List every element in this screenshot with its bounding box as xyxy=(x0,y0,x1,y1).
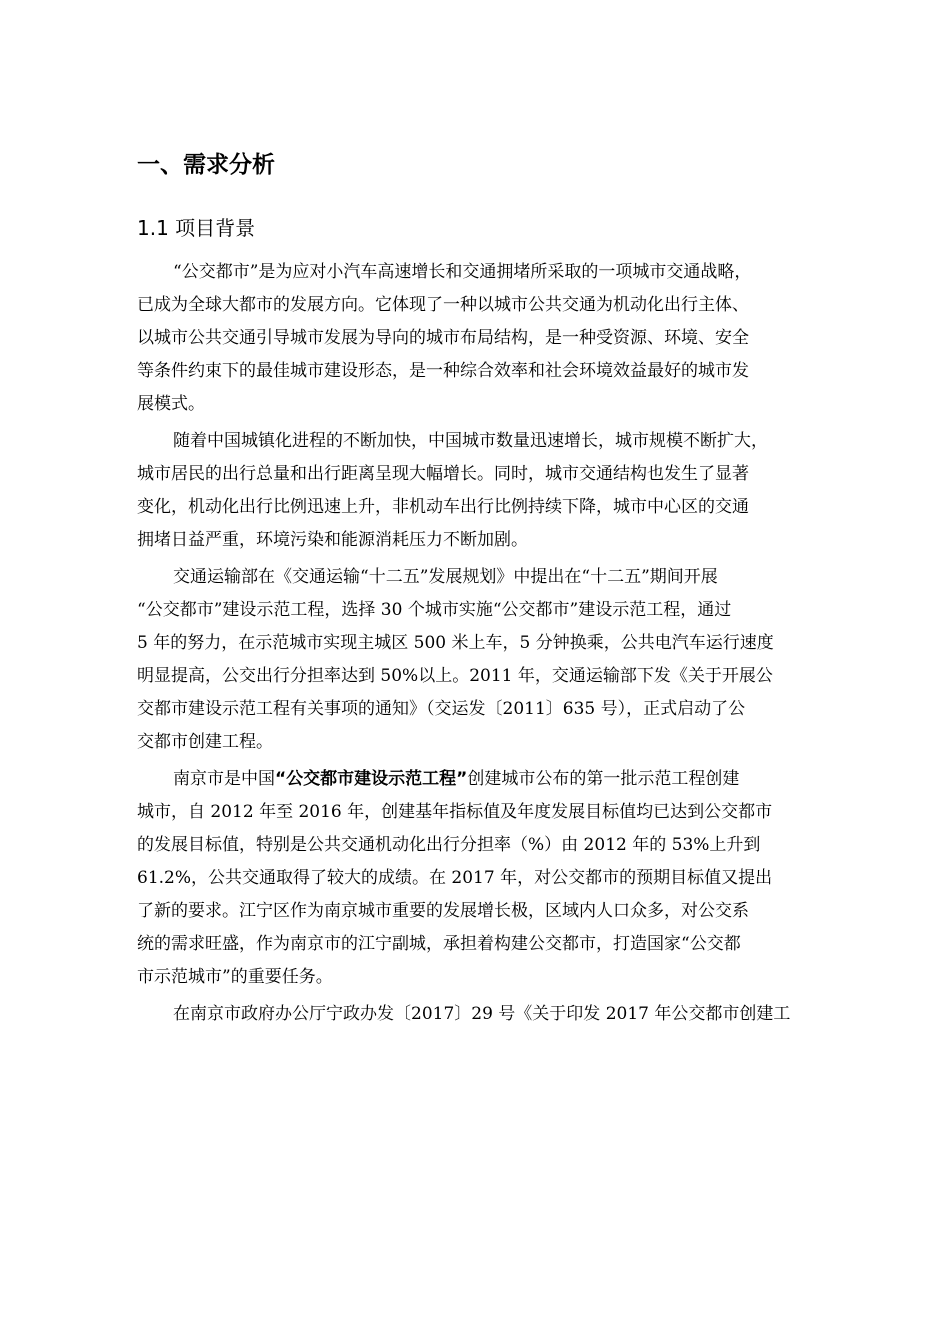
paragraph-line: 在南京市政府办公厅宁政办发〔2017〕29 号《关于印发 2017 年公交都市创建工 xyxy=(173,1004,791,1024)
paragraph-line: 的发展目标值，特别是公共交通机动化出行分担率（%）由 2012 年的 53%上升到 xyxy=(137,835,761,855)
bold-project-name: “公交都市建设示范工程” xyxy=(275,769,468,789)
paragraph-line: 随着中国城镇化进程的不断加快，中国城市数量迅速增长，城市规模不断扩大， xyxy=(173,431,768,451)
paragraph-line xyxy=(137,763,842,796)
paragraph-line: “公交都市”建设示范工程，选择 30 个城市实施“公交都市”建设示范工程，通过 xyxy=(137,600,732,620)
subsection-heading: 1.1 项目背景 xyxy=(137,216,256,240)
paragraph-1 xyxy=(137,256,842,421)
paragraph-line: 已成为全球大都市的发展方向。它体现了一种以城市公共交通为机动化出行主体、 xyxy=(137,295,749,315)
paragraph-line: 变化，机动化出行比例迅速上升，非机动车出行比例持续下降，城市中心区的交通 xyxy=(137,497,749,517)
paragraph-line: 城市，自 2012 年至 2016 年，创建基年指标值及年度发展目标值均已达到公交都市 xyxy=(137,802,773,822)
paragraph-line: 城市居民的出行总量和出行距离呈现大幅增长。同时，城市交通结构也发生了显著 xyxy=(137,464,749,484)
inline-text: 创建城市公布的第一批示范工程创建 xyxy=(467,769,740,789)
paragraph-4 xyxy=(137,763,842,994)
paragraph-5 xyxy=(137,998,842,1031)
paragraph-line: 明显提高，公交出行分担率达到 50%以上。2011 年，交通运输部下发《关于开展公 xyxy=(137,666,773,686)
paragraph-line: 市示范城市”的重要任务。 xyxy=(137,967,333,987)
section-heading: 一、需求分析 xyxy=(137,152,275,178)
paragraph-line: 统的需求旺盛，作为南京市的江宁副城，承担着构建公交都市，打造国家“公交都 xyxy=(137,934,741,954)
body-text xyxy=(137,256,842,1035)
paragraph-line: 拥堵日益严重，环境污染和能源消耗压力不断加剧。 xyxy=(137,530,528,550)
paragraph-line: 等条件约束下的最佳城市建设形态，是一种综合效率和社会环境效益最好的城市发 xyxy=(137,361,749,381)
paragraph-line: 交都市建设示范工程有关事项的通知》（交运发〔2011〕635 号），正式启动了公 xyxy=(137,699,746,719)
paragraph-line: “公交都市”是为应对小汽车高速增长和交通拥堵所采取的一项城市交通战略， xyxy=(173,262,752,282)
paragraph-line: 交都市创建工程。 xyxy=(137,732,273,752)
paragraph-line: 61.2%，公共交通取得了较大的成绩。在 2017 年，对公交都市的预期目标值又提出 xyxy=(137,868,773,888)
paragraph-line: 以城市公共交通引导城市发展为导向的城市布局结构，是一种受资源、环境、安全 xyxy=(137,328,749,348)
paragraph-line: 交通运输部在《交通运输“十二五”发展规划》中提出在“十二五”期间开展 xyxy=(173,567,718,587)
inline-text: 南京市是中国 xyxy=(173,769,275,789)
paragraph-3 xyxy=(137,561,842,759)
paragraph-line: 展模式。 xyxy=(137,394,205,414)
paragraph-2 xyxy=(137,425,842,557)
paragraph-line: 5 年的努力，在示范城市实现主城区 500 米上车，5 分钟换乘，公共电汽车运行速度 xyxy=(137,633,774,653)
paragraph-line: 了新的要求。江宁区作为南京城市重要的发展增长极，区域内人口众多，对公交系 xyxy=(137,901,749,921)
